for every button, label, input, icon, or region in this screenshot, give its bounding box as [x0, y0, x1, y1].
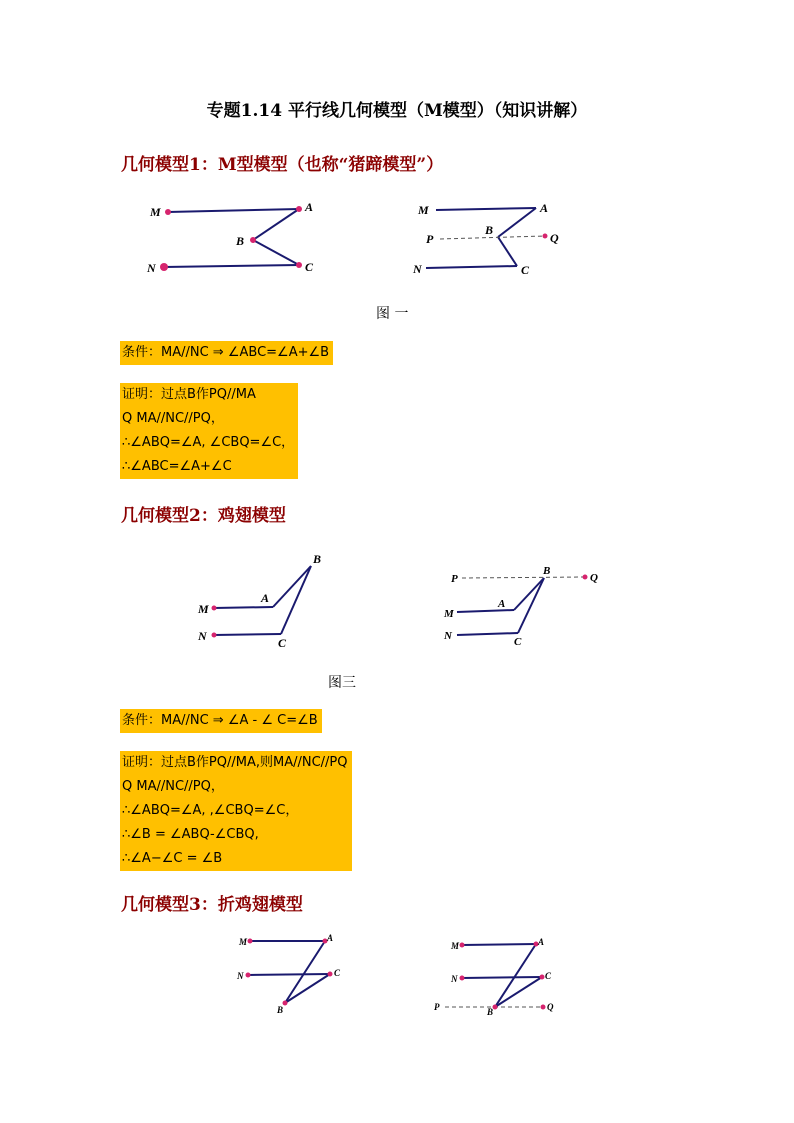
- label-A: A: [261, 591, 270, 605]
- model1-figure-left: [140, 195, 340, 285]
- label-N: N: [198, 629, 207, 643]
- model1-condition-box: [120, 341, 333, 365]
- label-P: P: [434, 1002, 440, 1012]
- page-title: 专题1.14 平行线几何模型（M模型）（知识讲解）: [206, 101, 588, 121]
- model2-heading: 几何模型2：鸡翅模型: [121, 506, 286, 526]
- label-M: M: [418, 203, 429, 217]
- proof-line: 证明：过点B作PQ//MA: [122, 387, 256, 402]
- label-M: M: [451, 941, 460, 951]
- proof-line: ∴∠B = ∠ABQ-∠CBQ,: [122, 827, 259, 842]
- label-Q: Q: [550, 231, 559, 245]
- label-A: A: [498, 598, 506, 610]
- model1-proof-box: [120, 383, 298, 479]
- label-B: B: [543, 565, 551, 577]
- proof-line: Q MA//NC//PQ，: [122, 411, 224, 426]
- label-M: M: [198, 602, 209, 616]
- label-C: C: [521, 263, 530, 277]
- label-A: A: [540, 201, 549, 215]
- model2-figure-left: [195, 550, 335, 650]
- proof-line: Q MA//NC//PQ，: [122, 779, 224, 794]
- label-N: N: [444, 630, 452, 642]
- label-M: M: [239, 937, 248, 947]
- label-C: C: [305, 260, 314, 274]
- label-A: A: [305, 200, 314, 214]
- proof-line: ∴∠ABC=∠A+∠C: [122, 459, 232, 474]
- label-B: B: [485, 223, 494, 237]
- label-C: C: [514, 636, 522, 648]
- proof-line: 证明：过点B作PQ//MA,则MA//NC//PQ: [122, 755, 348, 770]
- label-P: P: [426, 232, 434, 246]
- model2-figure-right: [440, 560, 610, 650]
- label-M: M: [150, 205, 161, 219]
- proof-line: ∴∠ABQ=∠A, ∠CBQ=∠C，: [122, 435, 295, 450]
- label-C: C: [334, 968, 341, 978]
- model3-figure-left: [230, 930, 360, 1020]
- label-B: B: [313, 552, 322, 566]
- model3-figure-right: [425, 930, 565, 1020]
- proof-line: ∴∠ABQ=∠A, ,∠CBQ=∠C，: [122, 803, 299, 818]
- label-C: C: [545, 971, 552, 981]
- label-B: B: [236, 234, 245, 248]
- condition-text: 条件：MA//NC ⇒ ∠ABC=∠A+∠B: [122, 345, 330, 360]
- label-P: P: [451, 573, 458, 585]
- model1-heading: 几何模型1：M型模型（也称“猪蹄模型”）: [121, 155, 444, 175]
- model3-heading: 几何模型3：折鸡翅模型: [121, 895, 303, 915]
- label-Q: Q: [547, 1002, 554, 1012]
- label-B: B: [277, 1005, 284, 1015]
- model2-condition-box: [120, 709, 322, 733]
- label-N: N: [147, 261, 156, 275]
- model1-figure-right: [410, 195, 590, 285]
- label-N: N: [237, 971, 244, 981]
- label-N: N: [451, 974, 458, 984]
- label-N: N: [413, 262, 422, 276]
- label-A: A: [538, 937, 545, 947]
- label-B: B: [487, 1007, 494, 1017]
- label-A: A: [327, 933, 334, 943]
- model2-proof-box: [120, 751, 352, 871]
- figure-caption-3: 图三: [328, 675, 356, 691]
- label-Q: Q: [590, 572, 598, 584]
- figure-caption-1: 图 一: [376, 306, 409, 322]
- proof-line: ∴∠A−∠C = ∠B: [122, 851, 223, 866]
- condition-text: 条件：MA//NC ⇒ ∠A - ∠ C=∠B: [122, 713, 318, 728]
- label-M: M: [444, 608, 454, 620]
- label-C: C: [278, 636, 287, 650]
